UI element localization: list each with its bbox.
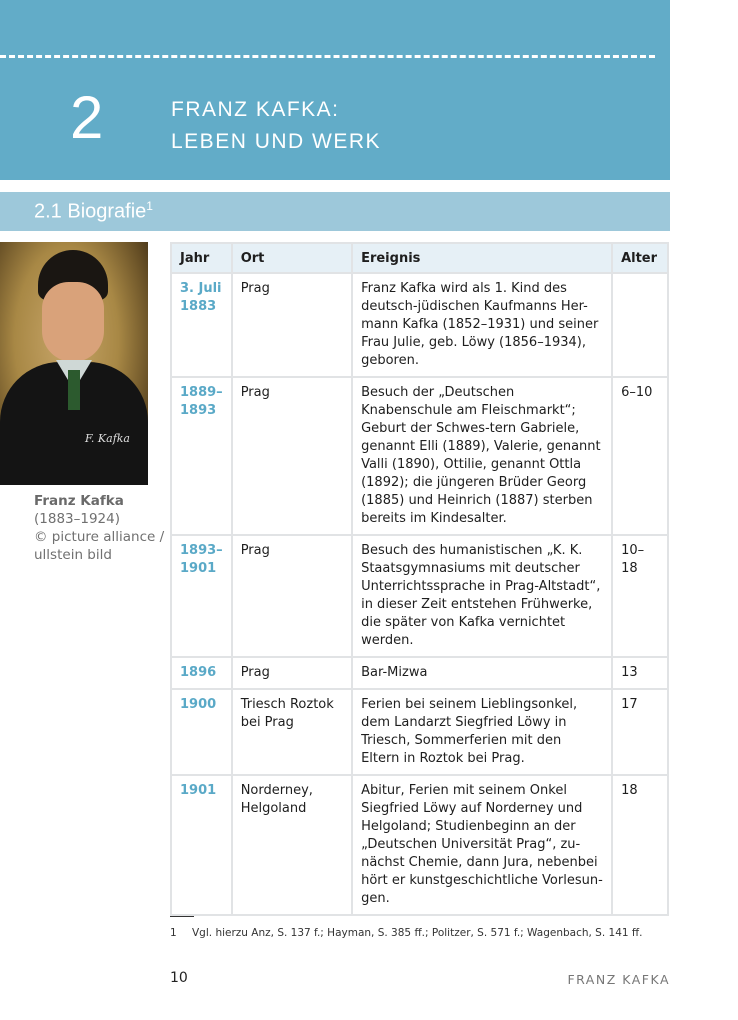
portrait-signature: F. Kafka [85, 432, 130, 445]
image-caption [34, 492, 164, 564]
cell-year: 1896 [171, 657, 232, 689]
biography-table [170, 242, 669, 916]
chapter-title-line1: FRANZ KAFKA: [171, 98, 340, 121]
table-row [171, 377, 668, 535]
cell-age: 10–18 [612, 535, 668, 657]
section-title-text: 2.1 Biografie [34, 200, 147, 223]
cell-event: Abitur, Ferien mit seinem Onkel Siegfried Löwy auf Norderney und Helgoland; Studienbeginn an der „Deutschen Universität Prag“, zu-nächst Chemie, dann Jura, nebenbei hört er kunstgeschichtliche Vorlesun-gen. [352, 775, 612, 915]
portrait-tie [68, 370, 80, 410]
cell-year: 3. Juli 1883 [171, 273, 232, 377]
chapter-title-line2: LEBEN UND WERK [171, 130, 382, 153]
header-ort: Ort [232, 243, 352, 273]
cell-place: Prag [232, 377, 352, 535]
footnote-text: Vgl. hierzu Anz, S. 137 f.; Hayman, S. 385 ff.; Politzer, S. 571 f.; Wagenbach, S. 141 ff. [192, 927, 643, 939]
section-title [34, 199, 153, 224]
footnote-rule [170, 916, 194, 917]
running-head: FRANZ KAFKA [567, 972, 670, 987]
table-header-row [171, 243, 668, 273]
page-number: 10 [170, 970, 188, 986]
cell-age: 18 [612, 775, 668, 915]
cell-age [612, 273, 668, 377]
cell-place: Prag [232, 273, 352, 377]
header-ereignis: Ereignis [352, 243, 612, 273]
footnote-number: 1 [170, 927, 177, 939]
dashed-divider [0, 55, 655, 58]
footnote [170, 927, 642, 939]
header-jahr: Jahr [171, 243, 232, 273]
caption-dates: (1883–1924) [34, 511, 120, 527]
cell-event: Bar-Mizwa [352, 657, 612, 689]
cell-event: Besuch der „Deutschen Knabenschule am Fleischmarkt“; Geburt der Schwes-tern Gabriele, genannt Elli (1889), Valerie, genannt Valli (1890), Ottilie, genannt Ottla (1892); die jüngeren Brüder Georg (1885) und Heinrich (1887) sterben bereits im Kindesalter. [352, 377, 612, 535]
cell-age: 17 [612, 689, 668, 775]
cell-place: Norderney, Helgoland [232, 775, 352, 915]
cell-place: Triesch Roztok bei Prag [232, 689, 352, 775]
caption-credit-2: ullstein bild [34, 547, 112, 563]
table-row [171, 689, 668, 775]
table-row [171, 535, 668, 657]
footnote-ref[interactable]: 1 [146, 199, 153, 213]
caption-credit-1: © picture alliance / [34, 529, 165, 545]
cell-year: 1889–1893 [171, 377, 232, 535]
header-alter: Alter [612, 243, 668, 273]
cell-place: Prag [232, 535, 352, 657]
chapter-number: 2 [70, 84, 104, 151]
cell-year: 1893–1901 [171, 535, 232, 657]
cell-age: 6–10 [612, 377, 668, 535]
caption-name: Franz Kafka [34, 493, 124, 509]
cell-event: Franz Kafka wird als 1. Kind des deutsch-jüdischen Kaufmanns Her-mann Kafka (1852–1931) und seiner Frau Julie, geb. Löwy (1856–1934), geboren. [352, 273, 612, 377]
table-row [171, 273, 668, 377]
chapter-title [171, 94, 381, 158]
portrait-face [42, 282, 104, 362]
kafka-portrait-image [0, 242, 148, 485]
cell-year: 1901 [171, 775, 232, 915]
cell-age: 13 [612, 657, 668, 689]
table-row [171, 657, 668, 689]
cell-event: Besuch des humanistischen „K. K. Staatsgymnasiums mit deutscher Unterrichtssprache in Prag-Altstadt“, in dieser Zeit entstehen Frühwerke, die später von Kafka vernichtet werden. [352, 535, 612, 657]
cell-year: 1900 [171, 689, 232, 775]
table-row [171, 775, 668, 915]
cell-place: Prag [232, 657, 352, 689]
cell-event: Ferien bei seinem Lieblingsonkel, dem Landarzt Siegfried Löwy in Triesch, Sommerferien mit den Eltern in Roztok bei Prag. [352, 689, 612, 775]
